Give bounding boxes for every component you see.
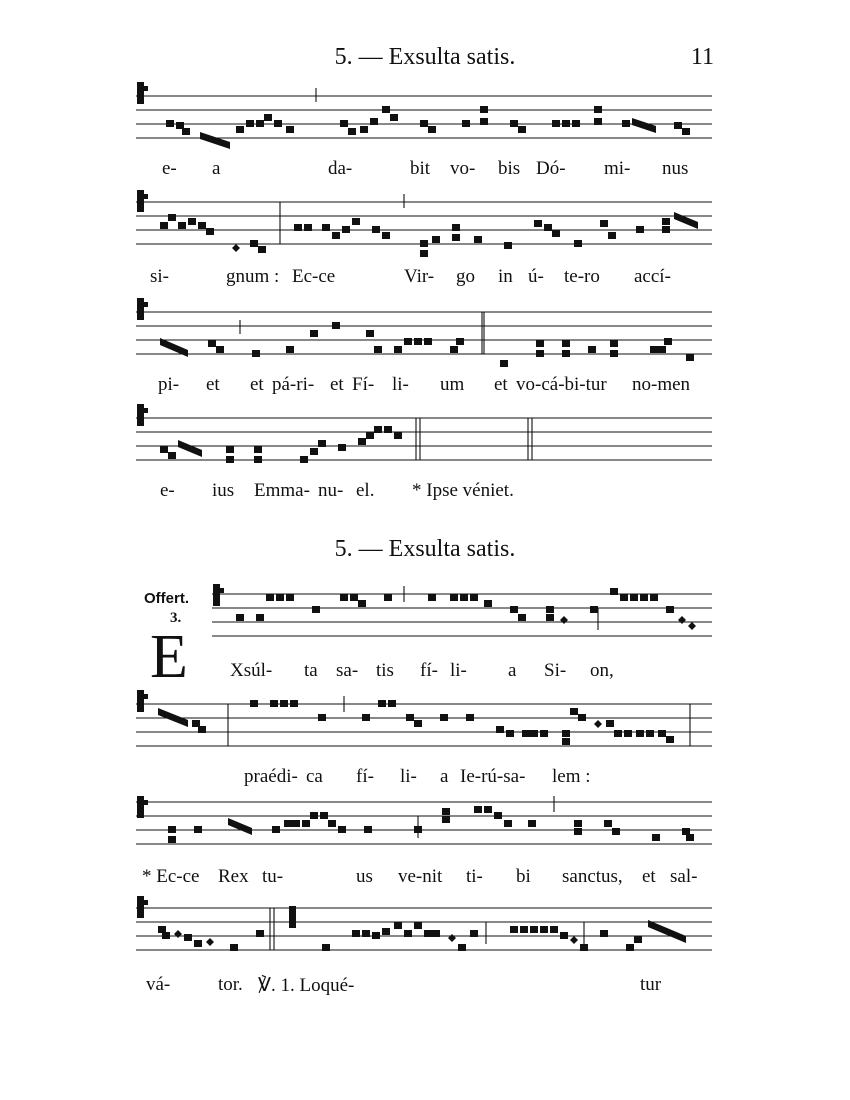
lyric-syllable: gnum : [226,266,280,287]
lyric-syllable: Si- [544,660,567,681]
lyric-syllable: tis [376,660,394,681]
lyric-syllable: et [330,374,344,395]
lyric-syllable: bi [516,866,531,887]
lyric-syllable: go [456,266,475,287]
lyric-syllable: vo- [450,158,476,179]
lyric-syllable: nu- [318,480,344,501]
lyric-syllable: vo-cá-bi-tur [516,374,607,395]
lyric-syllable: et [206,374,220,395]
lyric-syllable: Dó- [536,158,566,179]
lyric-syllable: a [212,158,221,179]
lyric-syllable: et [250,374,264,395]
lyric-syllable: bit [410,158,431,179]
lyric-syllable: pi- [158,374,180,395]
lyric-syllable: nus [662,158,689,179]
lyric-syllable: e- [162,158,177,179]
lyric-syllable: ta [304,660,318,681]
lyric-syllable: lem : [552,766,591,787]
page-number: 11 [690,44,714,70]
lyric-syllable: accí- [634,266,671,287]
lyric-syllable: no-men [632,374,691,395]
lyric-syllable: Xsúl- [230,660,273,681]
lyric-syllable: um [440,374,465,395]
lyric-syllable: sa- [336,660,359,681]
lyric-syllable: ve-nit [398,866,443,887]
lyric-syllable: * Ec-ce [142,866,200,887]
initial-letter: E [150,623,188,691]
lyric-syllable: a [508,660,517,681]
lyric-syllable: ius [212,480,235,501]
lyric-syllable: pá-ri- [272,374,315,395]
lyric-syllable: ℣. 1. Loqué- [258,975,355,996]
lyric-syllable: us [356,866,373,887]
lyric-syllable: sal- [670,866,698,887]
lyric-syllable: Vir- [404,266,435,287]
lyric-syllable: li- [392,374,409,395]
lyric-syllable: el. [356,480,375,501]
lyric-syllable: Emma- [254,480,310,501]
lyric-syllable: Ie-rú-sa- [460,766,526,787]
lyric-syllable: tor. [218,974,243,995]
lyric-syllable: vá- [146,974,171,995]
lyric-syllable: a [440,766,449,787]
lyric-syllable: in [498,266,513,287]
lyric-syllable: ca [306,766,323,787]
lyric-syllable: et [642,866,656,887]
lyric-syllable: tur [640,974,662,995]
lyric-syllable: sanctus, [562,866,623,887]
lyric-syllable: e- [160,480,175,501]
lyric-syllable: * Ipse véniet. [412,480,514,501]
lyric-syllable: fí- [356,766,374,787]
lyric-syllable: da- [328,158,353,179]
lyric-syllable: te-ro [564,266,600,287]
lyric-syllable: on, [590,660,614,681]
lyric-syllable: bis [498,158,521,179]
lyric-syllable: Fí- [352,374,375,395]
lyric-syllable: si- [150,266,169,287]
lyric-syllable: praédi- [244,766,298,787]
lyric-syllable: ú- [528,266,544,287]
lyric-syllable: Ec-ce [292,266,336,287]
lyric-syllable: li- [450,660,467,681]
lyric-syllable: mi- [604,158,631,179]
page-header-title: 5. — Exsulta satis. [334,44,516,70]
lyric-syllable: ti- [466,866,483,887]
lyric-syllable: et [494,374,508,395]
lyric-syllable: Rex [218,866,249,887]
offertory-mode: 3. [170,610,182,626]
lyric-syllable: fí- [420,660,438,681]
lyric-syllable: tu- [262,866,284,887]
piece-title: 5. — Exsulta satis. [334,536,516,562]
lyric-syllable: li- [400,766,417,787]
offertory-label: Offert. [144,590,189,607]
